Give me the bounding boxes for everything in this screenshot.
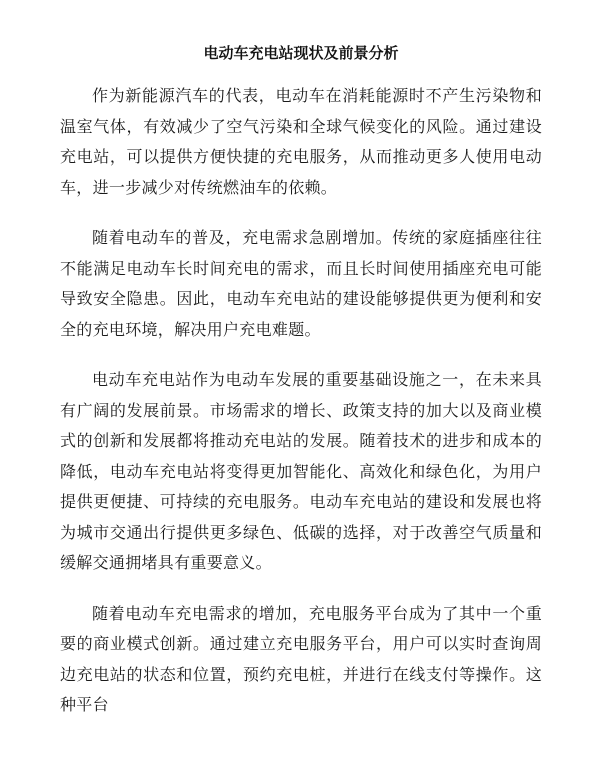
paragraph-1: 作为新能源汽车的代表，电动车在消耗能源时不产生污染物和温室气体，有效减少了空气污染和全球气候变化的风险。通过建设充电站，可以提供方便快捷的充电服务，从而推动更多人使用电动车，进一步减少对传统燃油车的依赖。 — [60, 86, 542, 197]
paragraph-3: 电动车充电站作为电动车发展的重要基础设施之一，在未来具有广阔的发展前景。市场需求的增长、政策支持的加大以及商业模式的创新和发展都将推动充电站的发展。随着技术的进步和成本的降低，电动车充电站将变得更加智能化、高效化和绿色化，为用户提供更便捷、可持续的充电服务。电动车充电站的建设和发展也将为城市交通出行提供更多绿色、低碳的选择，对于改善空气质量和缓解交通拥堵具有重要意义。 — [60, 370, 542, 572]
paragraph-2: 随着电动车的普及，充电需求急剧增加。传统的家庭插座往往不能满足电动车长时间充电的需求，而且长时间使用插座充电可能导致安全隐患。因此，电动车充电站的建设能够提供更为便利和安全的充电环境，解决用户充电难题。 — [60, 228, 542, 339]
paragraph-4: 随着电动车充电需求的增加，充电服务平台成为了其中一个重要的商业模式创新。通过建立充电服务平台，用户可以实时查询周边充电站的状态和位置，预约充电桩，并进行在线支付等操作。这种平台 — [60, 603, 542, 714]
document-title: 电动车充电站现状及前景分析 — [203, 44, 399, 62]
